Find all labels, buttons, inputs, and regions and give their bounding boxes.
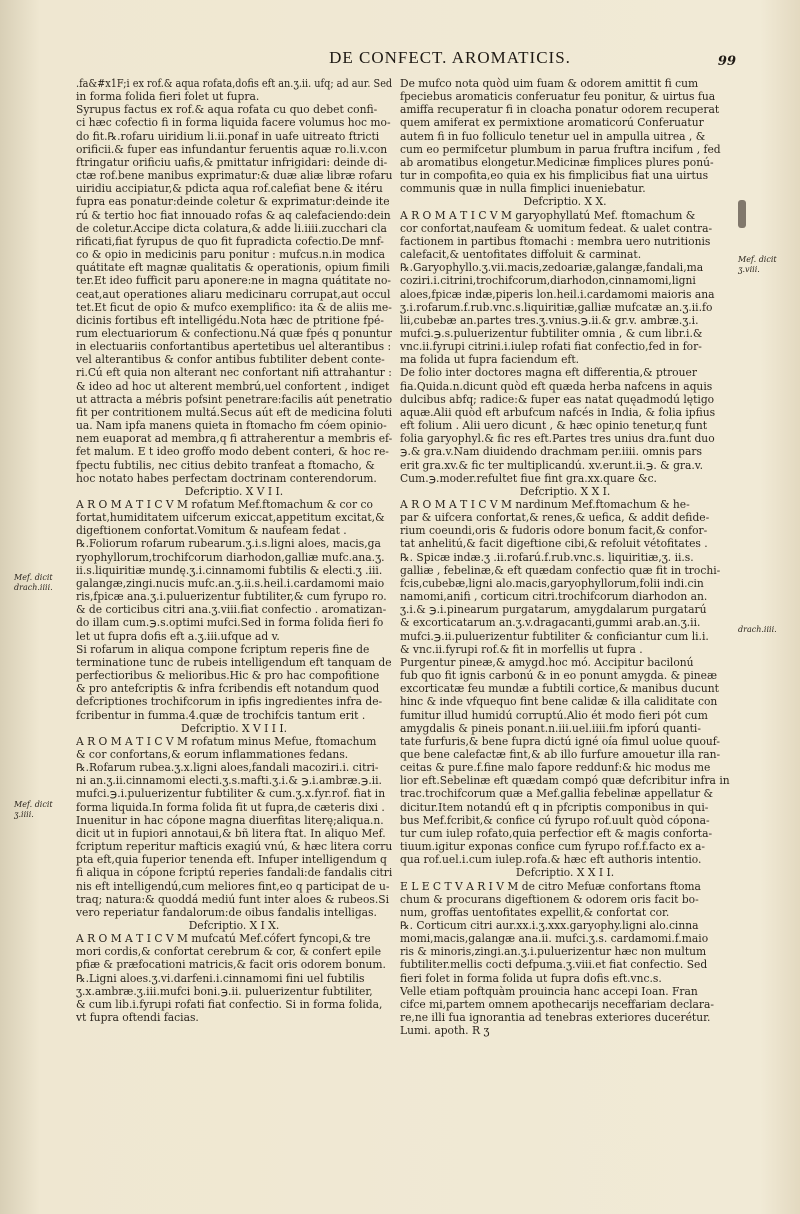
- text-line: Defcriptio. X V I I I.: [181, 721, 287, 735]
- text-line: in forma folida fieri folet ut fupra.: [76, 90, 260, 104]
- text-line: fet malum. E t ideo groffo modo debent conteri, & hoc re-: [76, 445, 389, 459]
- text-line: ryophyllorum,trochifcorum diarhodon,galliæ mufc.ana.ʒ.: [76, 550, 385, 564]
- text-line: traq; natura:& quoddá mediú funt inter aloes & rubeos.Si: [76, 892, 390, 906]
- text-line: amygdalis & pineis ponant.n.iii.uel.iiii.fm ipforú quanti-: [400, 721, 701, 735]
- text-line: fia.Quida.n.dicunt quòd eft quæda herba nafcens in aquis: [400, 379, 713, 393]
- text-line: chum & procurans digeftionem & odorem oris facit bo-: [400, 892, 699, 906]
- text-line: communis quæ in nulla fimplici inueniebatur.: [400, 182, 646, 196]
- text-line: Defcriptio. X X I I.: [515, 866, 615, 880]
- text-line: cum eo permifcetur plumbum in parua fruftra incifum , fed: [400, 142, 721, 156]
- text-line: vt fupra oftendi facias.: [76, 1011, 199, 1025]
- text-line: ua. Nam ipfa manens quieta in ftomacho fm cóem opinio-: [76, 419, 387, 433]
- text-line: pfiæ & præfocationi matricis,& facit oris odorem bonum.: [76, 958, 386, 972]
- text-line: ℞.Ligni aloes.ʒ.vi.darfeni.i.cinnamomi fini uel fubtilis: [76, 971, 365, 985]
- text-line: vero reperiatur fandalorum:de oibus fandalis intelligas.: [76, 905, 377, 919]
- text-line: terminatione tunc de rubeis intelligendum eft tanquam de: [76, 655, 392, 669]
- text-line: Defcriptio. X V I I.: [184, 484, 284, 498]
- text-line: do illam cum.℈.s.optimi mufci.Sed in forma folida fieri fo: [76, 616, 384, 630]
- text-line: ℈.& gra.v.Nam diuidendo drachmam per.iiii. omnis pars: [400, 445, 702, 459]
- text-line: lior eft.Sebelinæ eft quædam compó quæ defcribitur infra in: [400, 774, 730, 788]
- text-line: qua rof.uel.i.cum iulep.rofa.& hæc eft authoris intentio.: [400, 853, 702, 867]
- text-line: ris & minoris,zingi.an.ʒ.i.puluerizentur hæc non multum: [400, 945, 707, 959]
- text-line: uiridiu accipiatur,& pdicta aqua rof.calefiat bene & itéru: [76, 182, 383, 196]
- text-line: fpeciebus aromaticis conferuatur feu ponitur, & uirtus fua: [400, 90, 716, 104]
- text-line: ʒ.x.ambræ.ʒ.iii.mufci boni.℈.ii. puluerizentur fubtiliter,: [76, 984, 373, 998]
- text-line: cor confortat,naufeam & uomitum fedeat. & ualet contra-: [400, 221, 713, 235]
- text-line: dicinis fortibus eft intelligédu.Nota hæc de ptritione fpé-: [76, 313, 384, 327]
- ink-mark: [738, 200, 746, 228]
- text-line: dicit ut in fupiori annotaui,& bñ litera ftat. In aliquo Mef.: [76, 826, 386, 840]
- text-line: mufci.℈.s.puluerizentur fubtiliter omnia , & cum libr.i.&: [400, 326, 703, 340]
- text-line: folia garyophyl.& fic res eft.Partes tres unius dra.funt duo: [400, 432, 715, 446]
- text-line: ℞. Spicæ indæ.ʒ .ii.rofarú.f.rub.vnc.s. liquiritiæ,ʒ. ii.s.: [400, 550, 694, 564]
- text-line: ℞.Garyophyllo.ʒ.vii.macis,zedoariæ,galangæ,fandali,ma: [400, 261, 704, 275]
- text-line: fcribentur in fumma.4.quæ de trochifcis tantum erit .: [76, 708, 366, 722]
- text-line: ri.Cú eft quia non alterant nec confortant nifi attrahantur :: [76, 366, 392, 380]
- text-line: A R O M A T I C V M rofatum Mef.ftomachum & cor co: [76, 498, 373, 511]
- text-line: Defcriptio. X I X.: [188, 919, 280, 932]
- left-column: [76, 77, 392, 1112]
- text-line: orificii.& fuper eas infundantur feruentis aquæ ro.li.v.con: [76, 142, 388, 156]
- text-line: E L E C T V A R I V M de citro Mefuæ confortans ftoma: [400, 879, 701, 893]
- running-title: DE CONFECT. AROMATICIS.: [329, 48, 571, 67]
- text-line: pta eft,quia fuperior tenenda eft. Infuper intelligendum q: [76, 853, 387, 867]
- text-line: Inuenitur in hac cópone magna diuerfitas literę;aliqua.n.: [76, 813, 384, 827]
- margin-note: drach.iiii.: [738, 625, 777, 634]
- text-line: Cum.℈.moder.refultet fiue fint gra.xx.quare &c.: [400, 471, 657, 485]
- text-line: De folio inter doctores magna eft differentia,& ptrouer: [400, 366, 697, 380]
- text-line: fieri folet in forma folida ut fupra dofis eft.vnc.s.: [400, 971, 662, 985]
- text-line: ter.Et ideo fufficit paru aponere:ne in magna quátitate no-: [76, 274, 392, 288]
- text-line: ris,fpicæ ana.ʒ.i.puluerizentur fubtiliter,& cum fyrupo ro.: [76, 590, 387, 604]
- text-line: trac.trochifcorum quæ a Mef.gallia febelinæ appellatur &: [400, 787, 713, 801]
- text-line: excorticatæ feu mundæ a fubtili cortice,& manibus ducunt: [400, 682, 719, 696]
- text-line: namomi,anifi , corticum citri.trochifcorum diarhodon an.: [400, 590, 708, 604]
- text-line: let ut fupra dofis eft a.ʒ.iii.ufque ad v.: [76, 629, 280, 643]
- text-line: & cum lib.i.fyrupi rofati fiat confectio. Si in forma folida,: [76, 997, 383, 1011]
- text-line: tet.Et ficut de opio & mufco exemplifico: ita & de aliis me-: [76, 300, 392, 314]
- text-line: ℞. Corticum citri aur.xx.i.ʒ.xxx.garyophy.ligni alo.cinna: [400, 919, 699, 932]
- text-line: mori cordis,& confortat cerebrum & cor, & confert epile: [76, 945, 382, 959]
- text-line: autem fi in fuo folliculo tenetur uel in ampulla uitrea , &: [400, 129, 706, 143]
- right-column: [400, 77, 730, 1137]
- text-line: bus Mef.fcribit,& confice cú fyrupo rof.uult quòd cópona-: [400, 813, 710, 827]
- text-line: eft folium . Alii uero dicunt , & hæc opinio tenetur,q funt: [400, 419, 708, 433]
- text-line: rificati,fiat fyrupus de quo fit fupradicta cofectio.De mnf-: [76, 234, 384, 248]
- margin-note: Mef. dicit ʒ.iiii.: [14, 800, 53, 819]
- text-line: A R O M A T I C V M mufcatú Mef.cófert fyncopi,& tre: [76, 932, 371, 946]
- text-line: de coletur.Accipe dicta colatura,& adde li.iiii.zucchari cla: [76, 221, 387, 235]
- text-line: & ideo ad hoc ut alterent membrú,uel confortent , indiget: [76, 379, 390, 393]
- text-line: A R O M A T I C V M garyophyllatú Mef. ftomachum &: [400, 208, 696, 222]
- text-line: aquæ.Alii quòd eft arbufcum nafcés in India, & folia ipfius: [400, 405, 716, 419]
- text-line: .fa&#x1F;i ex rof.& aqua rofata,dofis eft an.ʒ.ii. ufq; ad aur. Sed: [76, 77, 392, 90]
- text-line: ab aromatibus elongetur.Medicinæ fimplices plures ponú-: [400, 155, 714, 169]
- text-line: fubtiliter.mellis cocti defpuma.ʒ.viii.et fiat confectio. Sed: [400, 958, 708, 972]
- text-line: ʒ.i.rofarum.f.rub.vnc.s.liquiritiæ,galliæ mufcatæ an.ʒ.ii.fo: [400, 300, 713, 314]
- text-line: fit per contritionem multá.Secus aút eft de medicina foluti: [76, 405, 392, 419]
- text-line: que bene calefactæ fint,& ab illo furfure amouetur illa ran-: [400, 747, 721, 761]
- text-line: vel alterantibus & confor antibus fubtiliter debent conte-: [76, 353, 385, 367]
- text-line: rum electuariorum & confectionu.Ná quæ fpés q ponuntur: [76, 326, 392, 340]
- text-line: De mufco nota quòd uim fuam & odorem amittit fi cum: [400, 77, 699, 90]
- text-line: num, groffas uentofitates expellit,& confortat cor.: [400, 905, 670, 919]
- text-line: A R O M A T I C V M nardinum Mef.ftomachum & he-: [400, 498, 690, 511]
- text-line: in electuariis confortantibus apertetibus uel alterantibus :: [76, 340, 392, 354]
- text-line: re,ne illi fua ignorantia ad tenebras exteriores ducerétur.: [400, 1011, 711, 1025]
- text-line: amiffa recuperatur fi in cloacha ponatur odorem recuperat: [400, 103, 720, 117]
- text-line: tate furfuris,& bene fupra dictú igné oía fimul uolue quouf-: [400, 734, 720, 748]
- text-line: Defcriptio. X X.: [523, 195, 607, 209]
- text-line: ci hæc cofectio fi in forma liquida facere volumus hoc mo-: [76, 116, 391, 130]
- text-line: & vnc.ii.fyrupi rof.& fit in morfellis ut fupra .: [400, 642, 643, 656]
- text-line: Velle etiam poftquàm prouincia hanc accepi Ioan. Fran: [400, 984, 698, 998]
- text-line: tat anhelitú,& facit digeftione cibi,& refoluit vétofitates .: [400, 537, 708, 551]
- text-line: fupra eas ponatur:deinde coletur & exprimatur:deinde ite: [76, 195, 390, 209]
- text-line: co & opio in medicinis paru ponitur : mufcus.n.in modica: [76, 248, 386, 262]
- text-line: forma liquida.In forma folida fit ut fupra,de cæteris dixi .: [76, 800, 385, 814]
- text-line: digeftionem confortat.Vomitum & naufeam fedat .: [76, 524, 347, 538]
- text-line: hinc & inde vfquequo fint bene calidæ & illa caliditate con: [400, 695, 718, 709]
- text-line: galangæ,zingi.nucis mufc.an.ʒ.ii.s.heil.i.cardamomi maio: [76, 576, 385, 590]
- text-line: vnc.ii.fyrupi citrini.i.iulep rofati fiat confectio,fed in for-: [400, 340, 702, 354]
- text-line: & cor confortans,& eorum inflammationes fedans.: [76, 747, 349, 761]
- text-line: fcis,cubebæ,ligni alo.macis,garyophyllorum,folii indi.cin: [400, 576, 704, 590]
- text-line: Defcriptio. X X I.: [519, 484, 611, 498]
- text-line: factionem in partibus ftomachi : membra uero nutritionis: [400, 234, 711, 248]
- text-line: mufci.℈.i.puluerizentur fubtiliter & cum.ʒ.x.fyr.rof. fiat in: [76, 787, 386, 801]
- text-line: ctæ rof.bene manibus exprimatur:& duæ aliæ libræ rofaru: [76, 169, 392, 183]
- text-line: calefacit,& uentofitates diffoluit & carminat.: [400, 248, 642, 262]
- text-line: ceat,aut operationes aliaru medicinaru corrupat,aut occul: [76, 287, 391, 301]
- text-line: & pro antefcriptis & infra fcribendis eft notandum quod: [76, 682, 380, 696]
- text-line: nis eft intelligendú,cum meliores fint,eo q participat de u-: [76, 879, 390, 893]
- text-line: Si rofarum in aliqua compone fcriptum reperis fine de: [76, 642, 370, 656]
- text-line: dulcibus abfq; radice:& fuper eas natat quęadmodú lętigo: [400, 392, 715, 406]
- text-line: rú & tertio hoc fiat innouado rofas & aq calefaciendo:dein: [76, 208, 391, 222]
- text-line: & de corticibus citri ana.ʒ.viii.fiat confectio . aromatizan-: [76, 603, 387, 617]
- text-line: Purgentur pineæ,& amygd.hoc mó. Accipitur bacilonú: [400, 655, 694, 669]
- text-line: fub quo fit ignis carbonú & in eo ponunt amygda. & pineæ: [400, 669, 718, 683]
- text-line: ʒ.i.& ℈.i.pinearum purgatarum, amygdalarum purgatarú: [400, 603, 707, 617]
- text-line: coziri.i.citrini,trochifcorum,diarhodon,cinnamomi,ligni: [400, 274, 696, 288]
- text-line: galliæ , febelinæ,& eft quædam confectio quæ fit in trochi-: [400, 563, 721, 577]
- text-line: hoc notato habes perfectam doctrinam conterendorum.: [76, 471, 377, 485]
- text-line: dicitur.Item notandú eft q in pfcriptis componibus in qui-: [400, 800, 709, 814]
- text-line: ma folida ut fupra faciendum eft.: [400, 353, 580, 367]
- text-line: par & uifcera confortat,& renes,& uefica, & addit defide-: [400, 511, 710, 525]
- text-line: ii.s.liquiritiæ mundę.ʒ.i.cinnamomi fubtilis & electi.ʒ .iii.: [76, 563, 383, 577]
- text-line: ni an.ʒ.ii.cinnamomi electi.ʒ.s.mafti.ʒ.i.& ℈.i.ambræ.℈.ii.: [76, 774, 382, 788]
- text-line: tiuum.igitur exponas confice cum fyrupo rof.f.facto ex a-: [400, 840, 705, 854]
- text-line: ftringatur orificiu uafis,& pmittatur infrigidari: deinde di-: [76, 155, 388, 169]
- text-line: ℞.Rofarum rubea.ʒ.x.ligni aloes,fandali macoziri.i. citri-: [76, 761, 379, 775]
- text-line: fumitur illud humidú corruptú.Alio ét modo fieri pót cum: [400, 708, 708, 722]
- text-line: fpectu fubtilis, nec citius debito tranfeat a ftomacho, &: [76, 458, 375, 472]
- text-line: ℞.Foliorum rofarum rubearum.ʒ.i.s.ligni aloes, macis,ga: [76, 537, 381, 551]
- text-line: ceitas & pure.f.fine malo fapore reddunf:& hic modus me: [400, 761, 711, 775]
- text-line: ut attracta a mébris pofsint penetrare:facilis aút penetratio: [76, 392, 392, 406]
- text-line: lii,cubebæ an.partes tres.ʒ.vnius.℈.ii.& gr.v. ambræ.ʒ.i.: [400, 313, 699, 327]
- text-line: perfectioribus & melioribus.Hic & pro hac compofitione: [76, 669, 380, 683]
- text-line: cifce mi,partem omnem apothecarijs neceffariam declara-: [400, 997, 714, 1011]
- text-line: nem euaporat ad membra,q fi attraherentur a membris ef-: [76, 432, 392, 446]
- text-line: quátitate eft magnæ qualitatis & operationis, opium fimili: [76, 261, 390, 275]
- text-line: do fit.℞.rofaru uiridium li.ii.ponaf in uafe uitreato ftricti: [76, 129, 380, 143]
- text-line: erit gra.xv.& fic ter multiplicandú. xv.erunt.ii.℈. & gra.v.: [400, 458, 703, 472]
- text-line: quem amiferat ex permixtione aromaticorú Conferuatur: [400, 116, 704, 130]
- text-line: mufci.℈.ii.puluerizentur fubtiliter & conficiantur cum li.i.: [400, 629, 709, 643]
- text-line: & excorticatarum an.ʒ.v.dragacanti,gummi arab.an.ʒ.ii.: [400, 616, 701, 630]
- text-line: Syrupus factus ex rof.& aqua rofata cu quo debet confi-: [76, 103, 378, 117]
- text-line: fortat,humiditatem uifcerum exiccat,appetitum excitat,&: [76, 511, 385, 525]
- text-line: A R O M A T I C V M rofatum minus Mefue, ftomachum: [76, 734, 377, 748]
- text-line: rium coeundi,oris & fudoris odore bonum facit,& confor-: [400, 524, 708, 538]
- text-line: fcriptum reperitur mafticis exagiú vnú, & hæc litera corru: [76, 840, 392, 854]
- text-line: aloes,fpicæ indæ,piperis lon.heil.i.cardamomi maioris ana: [400, 287, 715, 301]
- margin-note: Mef. dicit ʒ.viii.: [738, 255, 777, 274]
- text-line: momi,macis,galangæ ana.ii. mufci.ʒ.s. cardamomi.f.maio: [400, 932, 709, 946]
- text-line: defcriptiones trochifcorum in ipfis ingredientes infra de-: [76, 695, 383, 709]
- text-line: tur cum iulep rofato,quia perfectior eft & magis conforta-: [400, 826, 713, 840]
- text-line: tur in compofita,eo quia ex his fimplicibus fiat una uirtus: [400, 169, 709, 183]
- text-line: Lumi. apoth. R ʒ: [400, 1024, 490, 1038]
- margin-note: Mef. dicit drach.iiii.: [14, 573, 53, 592]
- running-header: [0, 48, 800, 74]
- text-line: fi aliqua in cópone fcriptú reperies fandali:de fandalis citri: [76, 866, 392, 880]
- folio-number: 99: [717, 54, 736, 69]
